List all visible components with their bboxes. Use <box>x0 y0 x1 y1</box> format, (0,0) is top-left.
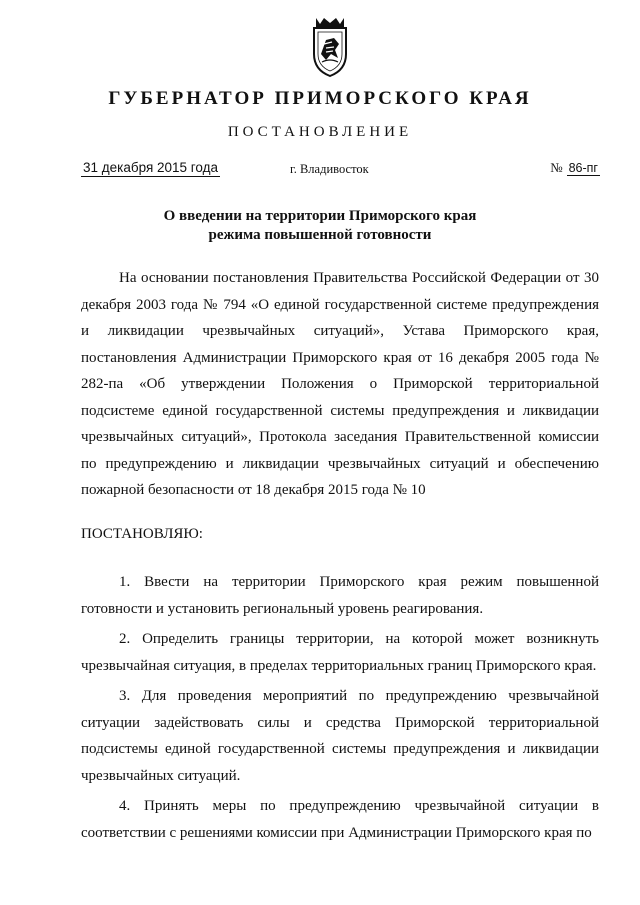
preamble-paragraph: На основании постановления Правительства Российской Федерации от 30 декабря 2003 года № 794 «О единой государственной системе предупреждения и ликвидации чрезвычайных ситуаций», Устава Приморского края, постановления Администрации Приморского края от 16 декабря 2005 года № 282-па «Об утверждении Положения о Приморской территориальной подсистеме единой государственной системы предупреждения и ликвидации чрезвычайных ситуаций», Протокола заседания Правительственной комиссии по предупреждению и ликвидации чрезвычайных ситуаций и обеспечению пожарной безопасности от 18 декабря 2015 года № 10 <box>81 270 599 498</box>
document-subject <box>0 207 640 245</box>
subject-line: О введении на территории Приморского края <box>163 208 477 224</box>
document-number <box>550 160 600 176</box>
document-date: 31 декабря 2015 года <box>83 160 219 175</box>
document-type: ПОСТАНОВЛЕНИЕ <box>227 124 413 140</box>
document-city: г. Владивосток <box>290 162 369 176</box>
coat-of-arms-icon <box>304 14 356 80</box>
decree-item: 1. Ввести на территории Приморского края режим повышенной готовности и установить региональный уровень реагирования. <box>81 574 599 617</box>
decree-item: 3. Для проведения мероприятий по предупреждению чрезвычайной ситуации задействовать силы и средства Приморской территориальной подсистемы единой государственной системы предупреждения и ликвидации чрезвычайных ситуаций. <box>81 688 599 784</box>
number-label: № <box>550 160 563 175</box>
subject-line: режима повышенной готовности <box>208 227 432 243</box>
decree-items <box>81 569 599 850</box>
number-value: 86-пг <box>568 161 598 175</box>
decree-word: ПОСТАНОВЛЯЮ: <box>81 526 203 542</box>
decree-item: 2. Определить границы территории, на которой может возникнуть чрезвычайная ситуация, в пределах территориальных границ Приморского края. <box>81 631 599 674</box>
decree-item: 4. Принять меры по предупреждению чрезвычайной ситуации в соответствии с решениями комиссии при Администрации Приморского края по <box>81 798 599 841</box>
authority-title: ГУБЕРНАТОР ПРИМОРСКОГО КРАЯ <box>108 88 532 109</box>
